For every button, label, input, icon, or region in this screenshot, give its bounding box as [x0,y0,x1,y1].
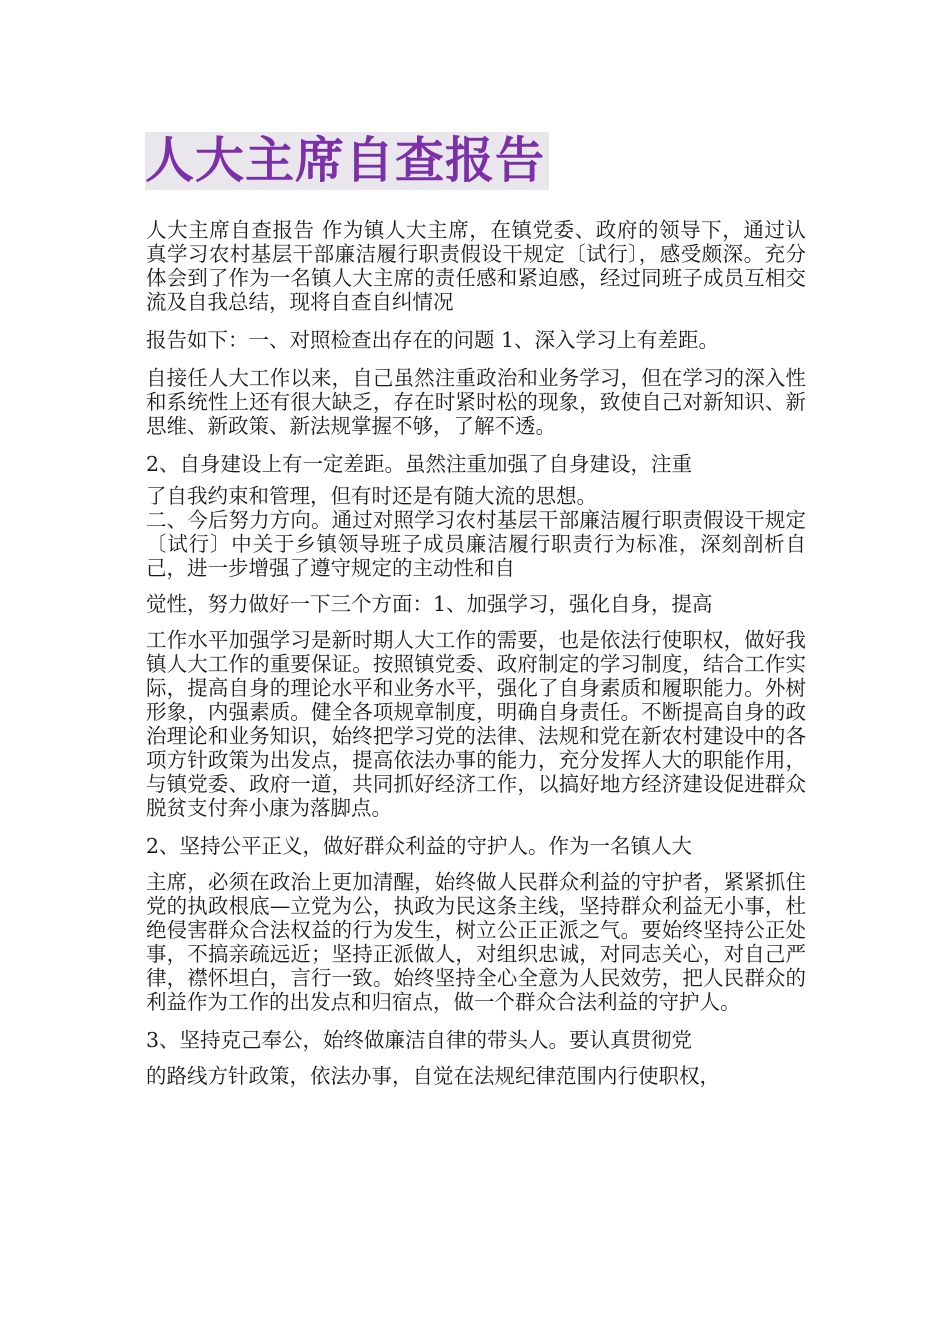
document-body [146,218,806,1088]
paragraph-report-heading: 报告如下：一、对照检查出存在的问题 1、深入学习上有差距。 [146,328,720,352]
paragraph-guardian: 主席，必须在政治上更加清醒，始终做人民群众利益的守护者，紧紧抓住党的执政根底—立党为公，执政为民这条主线，坚持群众利益无小事，杜绝侵害群众合法权益的行为发生，树立公正正派之气。要始终坚持公正处事，不搞亲疏远近；坚持正派做人，对组织忠诚，对同志关心，对自己严律，襟怀坦白，言行一致。始终坚持全心全意为人民效劳，把人民群众的利益作为工作的出发点和归宿点，做一个群众合法利益的守护人。 [146,870,806,1014]
paragraph-three-aspects: 觉性，努力做好一下三个方面：1、加强学习，强化自身，提高 [146,592,713,616]
paragraph-strengthen-study: 工作水平加强学习是新时期人大工作的需要，也是依法行使职权，做好我镇人大工作的重要保证。按照镇党委、政府制定的学习制度，结合工作实际，提高自身的理论水平和业务水平，强化了自身素质和履职能力。外树形象，内强素质。健全各项规章制度，明确自身责任。不断提高自身的政治理论和业务知识，始终把学习党的法律、法规和党在新农村建设中的各项方针政策为出发点，提高依法办事的能力，充分发挥人大的职能作用，与镇党委、政府一道，共同抓好经济工作，以搞好地方经济建设促进群众脱贫支付奔小康为落脚点。 [146,628,806,820]
document-title: 人大主席自查报告 [145,132,549,190]
paragraph-integrity: 3、坚持克己奉公，始终做廉洁自律的带头人。要认真贯彻党 [146,1028,693,1052]
paragraph-self-restraint: 了自我约束和管理，但有时还是有随大流的思想。 [146,484,597,508]
paragraph-fairness: 2、坚持公平正义，做好群众利益的守护人。作为一名镇人大 [146,834,693,858]
paragraph-self-building: 2、自身建设上有一定差距。虽然注重加强了自身建设，注重 [146,452,693,476]
paragraph-future-direction: 二、今后努力方向。通过对照学习农村基层干部廉洁履行职责假设干规定〔试行〕中关于乡镇领导班子成员廉洁履行职责行为标准，深刻剖析自己，进一步增强了遵守规定的主动性和自 [146,508,806,580]
paragraph-intro: 人大主席自查报告 作为镇人大主席，在镇党委、政府的领导下，通过认真学习农村基层干部廉洁履行职责假设干规定〔试行〕，感受颇深。充分体会到了作为一名镇人大主席的责任感和紧迫感，经过同班子成员互相交流及自我总结，现将自查自纠情况 [146,218,806,314]
paragraph-policy: 的路线方针政策，依法办事，自觉在法规纪律范围内行使职权， [146,1064,720,1088]
paragraph-study-gap: 自接任人大工作以来，自己虽然注重政治和业务学习，但在学习的深入性和系统性上还有很大缺乏，存在时紧时松的现象，致使自己对新知识、新思维、新政策、新法规掌握不够，了解不透。 [146,366,806,438]
